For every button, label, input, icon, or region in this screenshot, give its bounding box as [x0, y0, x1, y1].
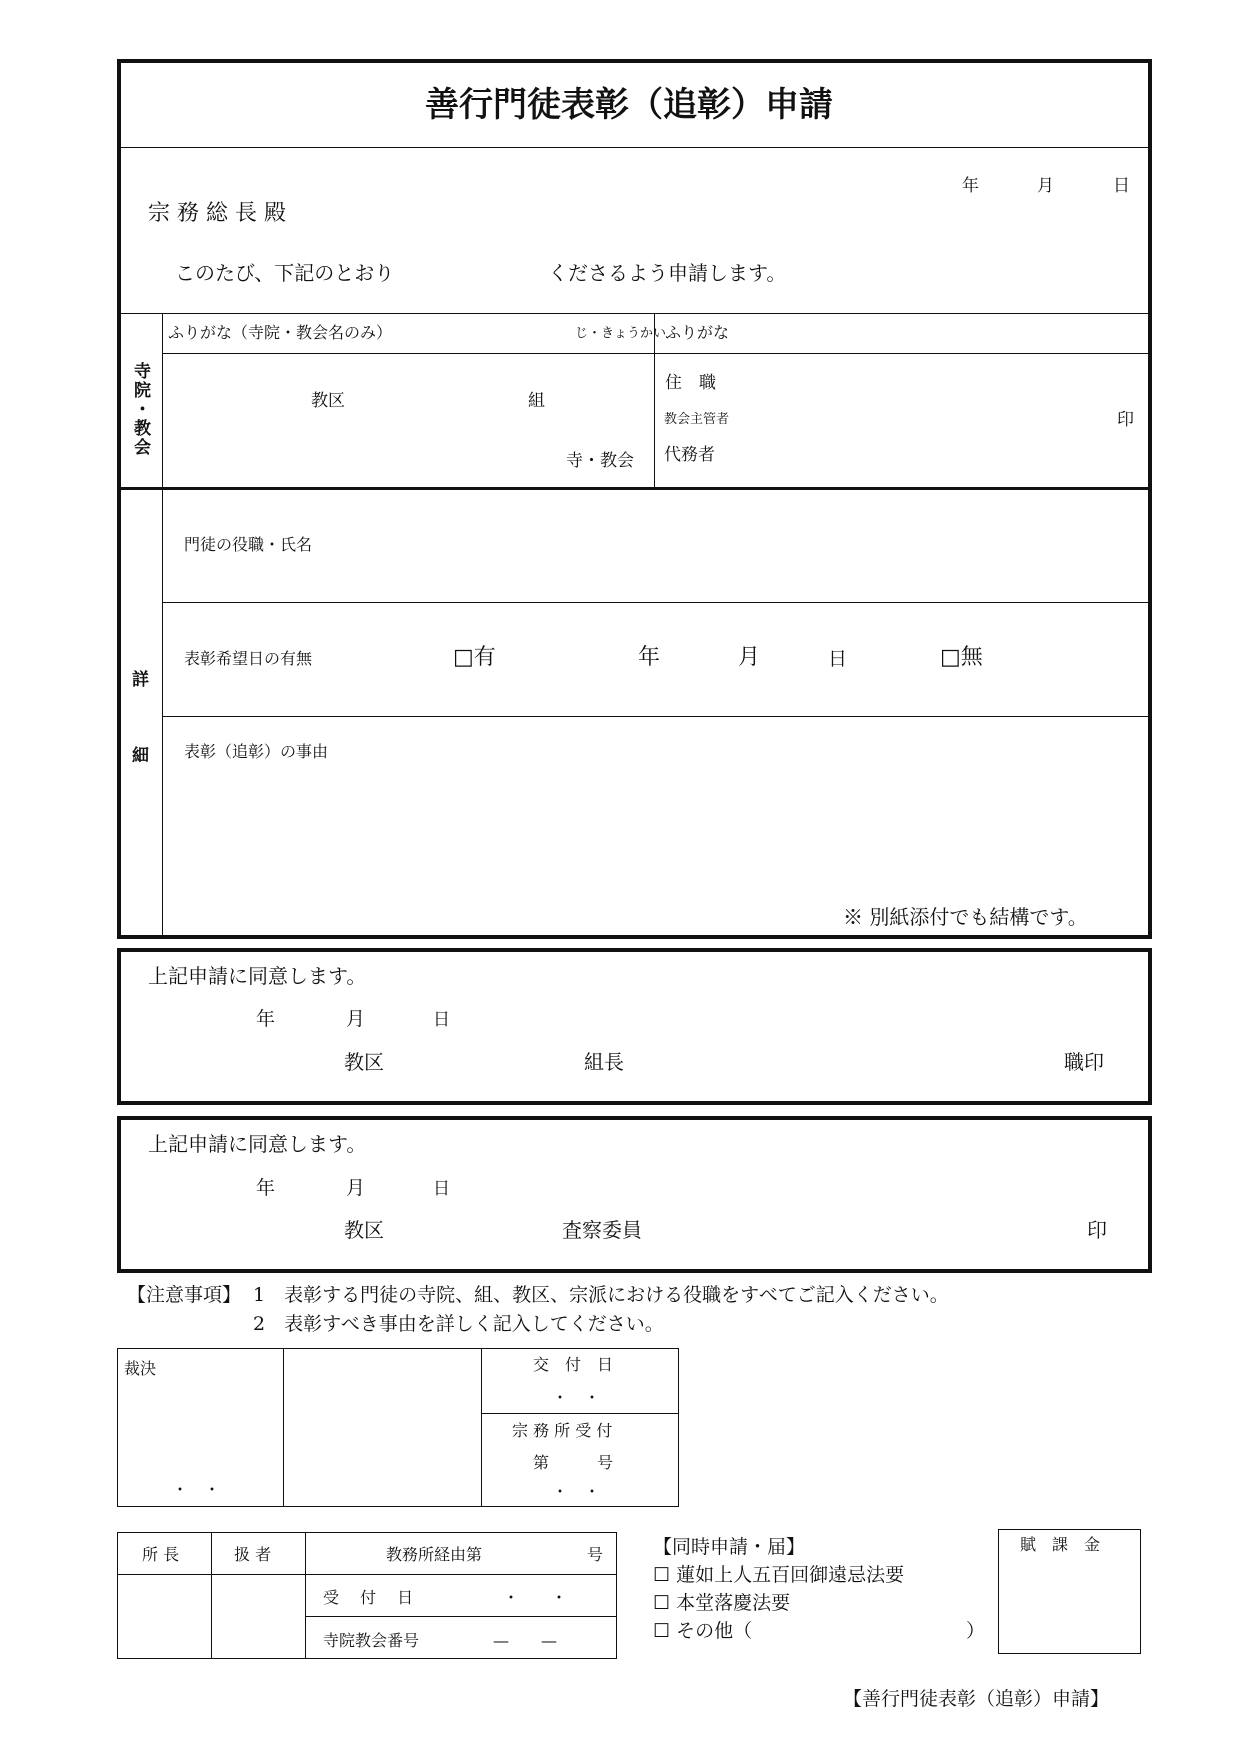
office-receipt-label: 宗 務 所 受 付 — [512, 1421, 613, 1440]
receipt-date-dots: ・ ・ — [552, 1482, 601, 1501]
temple-number-label: 寺院教会番号 — [323, 1631, 420, 1650]
acting-priest-label: 代務者 — [664, 445, 715, 465]
footer-form-name: 【善行門徒表彰（追彰）申請】 — [843, 1688, 1110, 1710]
details-label-column-line — [162, 487, 163, 937]
director-label: 所 長 — [142, 1545, 180, 1564]
member-role-name-input[interactable] — [380, 510, 1140, 590]
office-row-line-2 — [305, 1616, 617, 1617]
title-divider — [119, 147, 1150, 148]
consent-2-month-label: 月 — [346, 1177, 366, 1199]
request-type-field[interactable] — [415, 258, 545, 288]
consent-2-year-label: 年 — [256, 1177, 276, 1199]
temple-section-label: 寺院・教会 — [130, 362, 150, 457]
desired-date-input[interactable] — [540, 640, 860, 676]
date-day-label: 日 — [1113, 176, 1130, 196]
request-sentence-start: このたび、下記のとおり — [175, 261, 395, 285]
temple-label-column-line — [162, 313, 163, 487]
decision-row-line — [481, 1413, 679, 1414]
handler-label: 扱 者 — [234, 1545, 272, 1564]
issue-date-dots: ・ ・ — [552, 1388, 601, 1407]
notes-heading: 【注意事項】 — [127, 1284, 242, 1306]
details-label-1: 詳 — [132, 670, 149, 690]
temple-furigana-suffix: じ・きょうかい — [575, 326, 667, 341]
via-office-number-suffix: 号 — [587, 1545, 604, 1564]
consent-1-date-input[interactable] — [170, 1002, 460, 1034]
temple-furigana-divider — [162, 353, 1150, 354]
consent-1-text: 上記申請に同意します。 — [148, 964, 367, 988]
notes-item-1: 1 表彰する門徒の寺院、組、教区、宗派における役職をすべてご記入ください。 — [253, 1284, 949, 1306]
head-priest-label: 住 職 — [665, 373, 716, 393]
addressee: 宗 務 総 長 殿 — [148, 201, 286, 226]
request-sentence-end: くださるよう申請します。 — [548, 261, 787, 285]
receipt-number-label: 第 号 — [533, 1453, 614, 1472]
consent-1-role-label: 組長 — [584, 1050, 624, 1074]
consent-2-date-input[interactable] — [170, 1170, 460, 1202]
consent-2-day-label: 日 — [433, 1179, 450, 1199]
consent-2-name-input[interactable] — [660, 1212, 1060, 1246]
desired-date-divider — [162, 716, 1150, 717]
consent-1-month-label: 月 — [346, 1008, 366, 1030]
office-col-line-1 — [211, 1532, 212, 1659]
decision-col-line-1 — [283, 1348, 284, 1507]
desired-date-yes-checkbox[interactable]: □有 — [453, 645, 496, 670]
issue-date-label: 交 付 日 — [533, 1355, 614, 1374]
date-year-label: 年 — [962, 176, 979, 196]
reason-label: 表彰（追彰）の事由 — [184, 742, 329, 761]
details-label-2: 細 — [132, 746, 149, 766]
desired-date-month-label: 月 — [738, 645, 761, 670]
via-office-label: 教務所経由第 — [386, 1545, 483, 1564]
simultaneous-item-hondo[interactable]: ☐ 本堂落慶法要 — [653, 1592, 791, 1614]
application-date-field[interactable] — [880, 168, 1140, 200]
simultaneous-item-other-close: ） — [966, 1620, 986, 1642]
member-role-name-label: 門徒の役職・氏名 — [184, 535, 313, 554]
date-month-label: 月 — [1037, 176, 1054, 196]
desired-date-no-checkbox[interactable]: □無 — [940, 645, 983, 670]
decision-col-line-2 — [481, 1348, 482, 1507]
consent-1-day-label: 日 — [433, 1010, 450, 1030]
representative-seal-label: 印 — [1117, 410, 1134, 430]
group-label: 組 — [528, 391, 545, 411]
consent-2-text: 上記申請に同意します。 — [148, 1132, 367, 1156]
header-divider — [119, 313, 1150, 314]
representative-name-input[interactable] — [760, 400, 1110, 440]
reason-textarea[interactable] — [180, 775, 1139, 899]
district-label: 教区 — [311, 391, 345, 411]
consent-1-seal-label: 職印 — [1064, 1050, 1104, 1074]
district-input[interactable] — [170, 384, 305, 416]
desired-date-year-label: 年 — [638, 645, 661, 670]
desired-date-day-label: 日 — [828, 648, 848, 670]
temple-name-input[interactable] — [170, 444, 560, 476]
attachment-note: ※ 別紙添付でも結構です。 — [843, 905, 1088, 929]
member-divider — [162, 602, 1150, 603]
consent-1-district-input[interactable] — [180, 1044, 335, 1078]
simultaneous-other-input[interactable] — [775, 1618, 965, 1646]
group-input[interactable] — [355, 384, 520, 416]
received-date-dots: ・ ・ — [503, 1588, 568, 1607]
temple-suffix-label: 寺・教会 — [566, 451, 634, 471]
consent-2-role-label: 査察委員 — [562, 1218, 642, 1242]
consent-2-district-label: 教区 — [344, 1218, 384, 1242]
decision-date-dots: ・ ・ — [172, 1480, 221, 1499]
temple-furigana-input[interactable] — [420, 318, 570, 350]
temple-number-dashes: — — — [493, 1631, 558, 1650]
decision-label: 裁決 — [124, 1359, 157, 1378]
office-row-line-1 — [117, 1574, 617, 1575]
simultaneous-item-rennyo[interactable]: ☐ 蓮如上人五百回御遠忌法要 — [653, 1564, 905, 1586]
received-date-label: 受 付 日 — [323, 1588, 414, 1607]
office-col-line-2 — [305, 1532, 306, 1659]
representative-furigana-input[interactable] — [740, 318, 1140, 350]
levy-label: 賦 課 金 — [1020, 1535, 1101, 1554]
consent-1-year-label: 年 — [256, 1008, 276, 1030]
representative-furigana-label: ふりがな — [665, 323, 730, 342]
consent-2-seal-label: 印 — [1087, 1218, 1107, 1242]
temple-furigana-label: ふりがな（寺院・教会名のみ） — [168, 323, 393, 342]
simultaneous-heading: 【同時申請・届】 — [653, 1536, 806, 1558]
page-title: 善行門徒表彰（追彰）申請 — [425, 85, 833, 125]
consent-1-group-input[interactable] — [400, 1044, 575, 1078]
church-admin-label: 教会主管者 — [664, 412, 730, 427]
notes-item-2: 2 表彰すべき事由を詳しく記入してください。 — [253, 1313, 664, 1335]
consent-2-district-input[interactable] — [180, 1212, 335, 1246]
consent-1-district-label: 教区 — [344, 1050, 384, 1074]
temple-section-divider — [119, 487, 1150, 490]
simultaneous-item-other[interactable]: ☐ その他（ — [653, 1620, 753, 1642]
consent-1-name-input[interactable] — [660, 1044, 1060, 1078]
desired-date-label: 表彰希望日の有無 — [184, 649, 313, 668]
